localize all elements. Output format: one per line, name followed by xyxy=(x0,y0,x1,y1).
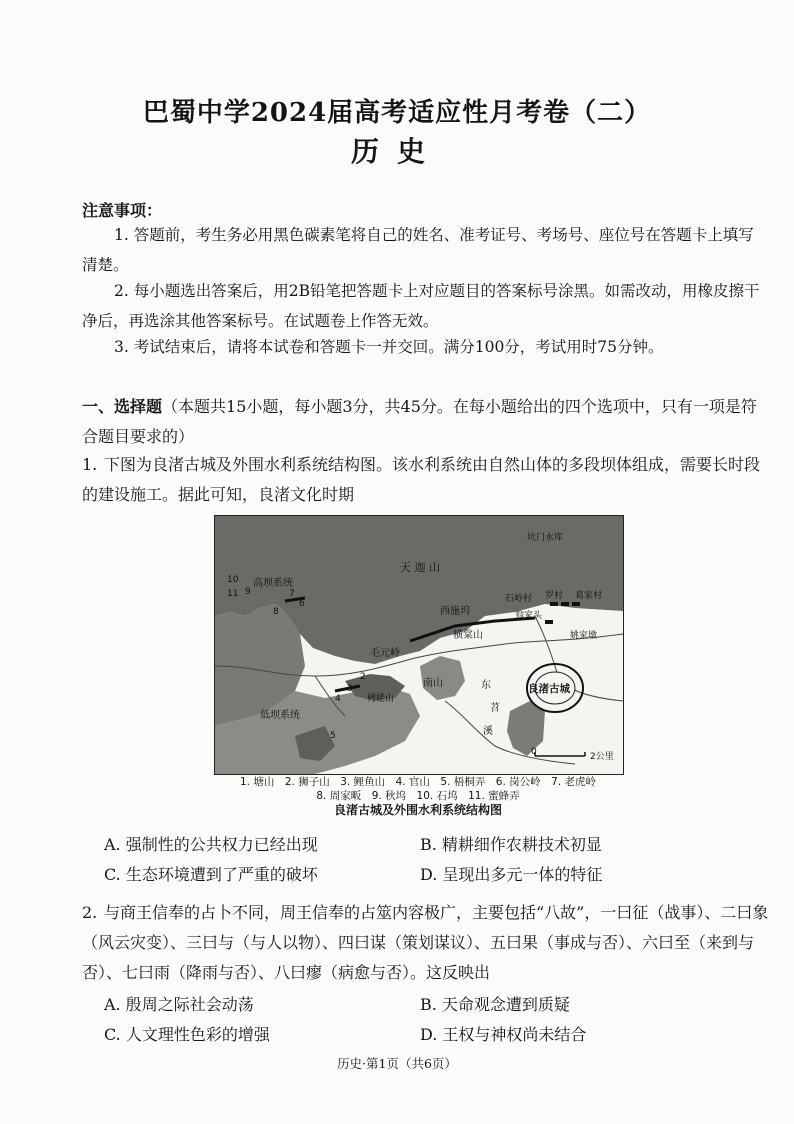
label-nanshan: 南山 xyxy=(423,678,443,689)
label-scale0: 0 xyxy=(531,747,537,757)
label-henggong: 横棠山 xyxy=(453,630,483,641)
label-dong: 东 xyxy=(481,680,491,691)
label-dam-6: 6 xyxy=(299,599,305,609)
label-xiqi: 西施坞 xyxy=(440,606,470,617)
map-legend-line-2: 8. 周家畈 9. 秋坞 10. 石坞 11. 蜜蜂弄 xyxy=(316,790,520,802)
label-dam-2: 2 xyxy=(360,672,366,682)
section-title: 一、选择题 xyxy=(82,397,163,416)
label-xi: 溪 xyxy=(483,726,493,737)
label-dam-4: 4 xyxy=(335,694,341,704)
q1-option-c[interactable]: C. 生态环境遭到了严重的破坏 xyxy=(104,865,318,884)
label-zhilongshan: 栲栳山 xyxy=(367,694,395,704)
dam-east-3 xyxy=(572,602,580,606)
mountain-southeast xyxy=(507,701,545,756)
dam-east-4 xyxy=(545,620,553,624)
q2-option-b[interactable]: B. 天命观念遭到质疑 xyxy=(420,995,570,1014)
map-caption: 良渚古城及外围水利系统结构图 xyxy=(333,803,502,817)
label-dam-3: 3 xyxy=(347,684,353,694)
question-2-number: 2. xyxy=(82,903,98,922)
q1-option-d[interactable]: D. 呈现出多元一体的特征 xyxy=(420,865,603,884)
label-dam-7: 7 xyxy=(289,589,295,599)
label-gaoba: 高坝系统 xyxy=(253,578,293,589)
label-maoyuan: 毛元岭 xyxy=(370,648,400,659)
label-tiao: 苕 xyxy=(490,703,500,714)
question-1-number: 1. xyxy=(82,455,98,474)
label-luocun: 罗村 xyxy=(545,591,564,601)
label-wengjiatou: 翁家头 xyxy=(515,611,543,621)
label-dam-10: 10 xyxy=(227,575,239,585)
notice-item-3: 3. 考试结束后，请将本试卷和答题卡一并交回。满分100分，考试用时75分钟。 xyxy=(114,338,664,356)
dam-east-2 xyxy=(561,602,569,606)
label-tianmu: 天 迦 山 xyxy=(400,561,440,574)
exam-title: 巴蜀中学2024届高考适应性月考卷（二） xyxy=(142,98,652,128)
label-huajiacun: 葛家村 xyxy=(575,591,603,601)
q1-option-a[interactable]: A. 强制性的公共权力已经出现 xyxy=(104,835,318,854)
label-shuiku: 坑门水库 xyxy=(527,533,564,543)
q2-option-a[interactable]: A. 殷周之际社会动荡 xyxy=(104,995,254,1014)
question-2-stem: 与商王信奉的占卜不同，周王信奉的占筮内容极广，主要包括“八故”，一曰征（战事）、二曰象（风云灾变）、三曰与（与人以物）、四曰谋（策划谋议）、五曰果（事成与否）、六曰至（来到与否）、七曰雨（降雨与否）、八曰瘳（病愈与否）。这反映出 xyxy=(82,903,769,982)
q2-option-d[interactable]: D. 王权与神权尚未结合 xyxy=(420,1025,587,1044)
section-desc: （本题共15小题，每小题3分，共45分。在每小题给出的四个选项中，只有一项是符合题目要求的） xyxy=(82,397,757,446)
notice-item-2: 2. 每小题选出答案后，用2B铅笔把答题卡上对应题目的答案标号涂黑。如需改动，用橡皮擦干净后，再选涂其他答案标号。在试题卷上作答无效。 xyxy=(82,282,760,330)
label-dam-9: 9 xyxy=(245,587,251,597)
question-1 xyxy=(82,450,772,510)
question-1-stem: 下图为良渚古城及外围水利系统结构图。该水利系统由自然山体的多段坝体组成，需要长时段的建设施工。据此可知，良渚文化时期 xyxy=(82,455,761,504)
q1-option-b[interactable]: B. 精耕细作农耕技术初显 xyxy=(420,835,602,854)
exam-subject: 历史 xyxy=(350,135,443,168)
label-dam-5: 5 xyxy=(330,731,336,741)
section-heading xyxy=(82,392,772,452)
map-figure xyxy=(214,515,624,775)
page-footer: 历史·第1页（共6页） xyxy=(337,1056,457,1071)
label-dam-11: 11 xyxy=(227,589,239,599)
notice-title: 注意事项： xyxy=(82,201,163,220)
label-dam-8: 8 xyxy=(273,607,279,617)
dam-east-1 xyxy=(550,602,558,606)
label-liangzhu: 良渚古城 xyxy=(528,683,570,695)
label-diba: 低坝系统 xyxy=(260,710,300,721)
q2-option-c[interactable]: C. 人文理性色彩的增强 xyxy=(104,1025,270,1044)
question-2 xyxy=(82,898,772,988)
label-scale2: 2公里 xyxy=(590,752,614,762)
notice-item-1: 1. 答题前，考生务必用黑色碳素笔将自己的姓名、准考证号、考场号、座位号在答题卡上填写清楚。 xyxy=(82,226,754,274)
label-yaojiadun: 姚家墩 xyxy=(570,631,598,641)
map-legend-line-1: 1. 塘山 2. 狮子山 3. 鲤鱼山 4. 官山 5. 梧桐弄 6. 岗公岭 7. 老虎岭 xyxy=(240,776,596,788)
label-shilingcun: 石岭村 xyxy=(505,594,533,604)
map-svg xyxy=(215,516,623,774)
